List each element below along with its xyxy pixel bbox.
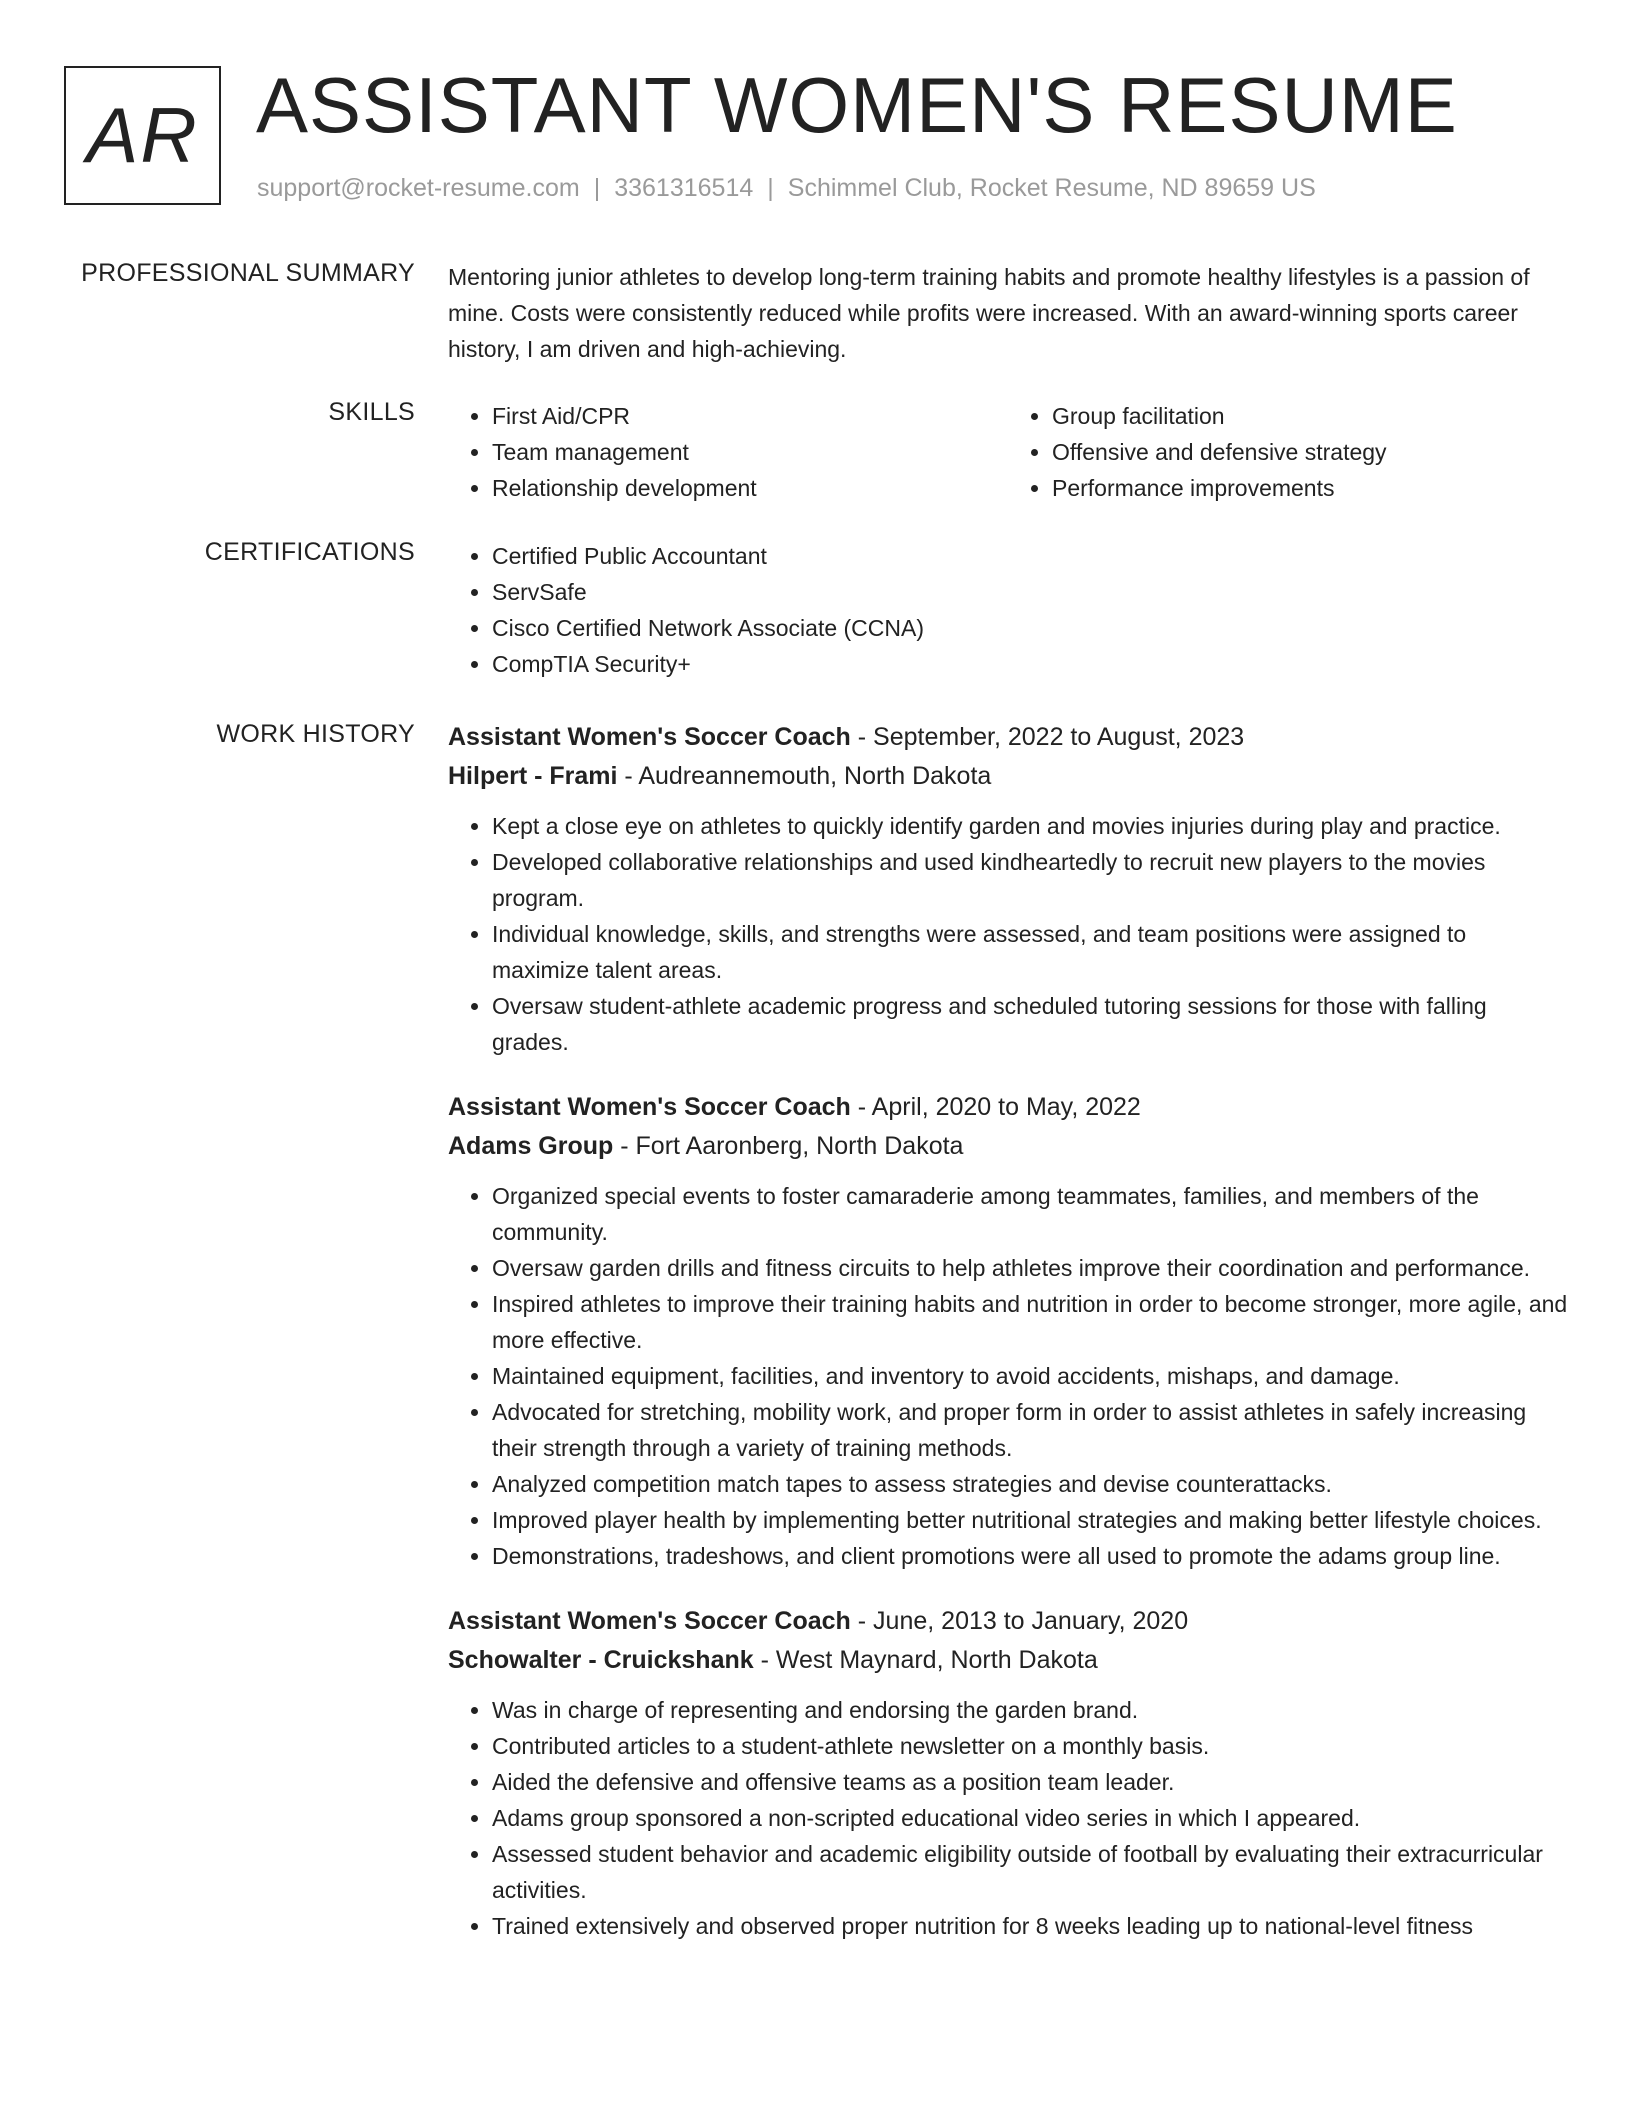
job-bullet: • Trained extensively and observed proper nutrition for 8 weeks leading up to national-level fitness	[492, 1908, 1568, 1944]
contact-email[interactable]: support@rocket-resume.com	[257, 174, 580, 202]
work-history-label: WORK HISTORY	[216, 720, 415, 748]
summary-label: PROFESSIONAL SUMMARY	[81, 259, 415, 287]
job-bullet: • Maintained equipment, facilities, and inventory to avoid accidents, mishaps, and damage.	[492, 1358, 1568, 1394]
certification-item: • CompTIA Security+	[492, 646, 1568, 682]
skills-body	[448, 398, 1568, 506]
skill-item: • First Aid/CPR	[492, 398, 1008, 434]
job-bullet: • Inspired athletes to improve their training habits and nutrition in order to become stronger, more agile, and more effective.	[492, 1286, 1568, 1358]
job-bullet: • Assessed student behavior and academic eligibility outside of football by evaluating their extracurricular activities.	[492, 1836, 1568, 1908]
job-dates: - June, 2013 to January, 2020	[850, 1607, 1189, 1635]
certifications-body	[448, 538, 1568, 682]
job-title-line	[448, 718, 1568, 757]
summary-body	[448, 259, 1568, 367]
job-company-line	[448, 1127, 1568, 1166]
job-company: Hilpert - Frami	[448, 762, 618, 790]
job-bullet: • Advocated for stretching, mobility work, and proper form in order to assist athletes in safely increasing their strength through a variety of training methods.	[492, 1394, 1568, 1466]
job-bullet: • Analyzed competition match tapes to assess strategies and devise counterattacks.	[492, 1466, 1568, 1502]
job-bullet: • Adams group sponsored a non-scripted educational video series in which I appeared.	[492, 1800, 1568, 1836]
job-entry	[448, 1602, 1568, 1944]
skill-item: • Offensive and defensive strategy	[1052, 434, 1568, 470]
summary-text: Mentoring junior athletes to develop long-term training habits and promote healthy lifestyles is a passion of mine. Costs were consistently reduced while profits were increased. With an award-winning sports career history, I am driven and high-achieving.	[448, 264, 1530, 362]
job-company-line	[448, 1641, 1568, 1680]
skill-item: • Group facilitation	[1052, 398, 1568, 434]
certification-item: • Certified Public Accountant	[492, 538, 1568, 574]
job-bullet: • Contributed articles to a student-athlete newsletter on a monthly basis.	[492, 1728, 1568, 1764]
certifications-label: CERTIFICATIONS	[204, 538, 415, 566]
job-dates: - September, 2022 to August, 2023	[850, 723, 1245, 751]
skill-item: • Performance improvements	[1052, 470, 1568, 506]
job-bullet: • Improved player health by implementing better nutritional strategies and making better lifestyle choices.	[492, 1502, 1568, 1538]
work-history-body	[448, 718, 1568, 1972]
contact-line	[257, 174, 1316, 203]
job-bullet: • Demonstrations, tradeshows, and client promotions were all used to promote the adams group line.	[492, 1538, 1568, 1574]
job-location: - West Maynard, North Dakota	[753, 1646, 1098, 1674]
job-company: Schowalter - Cruickshank	[448, 1646, 754, 1674]
job-bullet: • Was in charge of representing and endorsing the garden brand.	[492, 1692, 1568, 1728]
job-entry	[448, 1088, 1568, 1574]
job-bullet: • Developed collaborative relationships and used kindheartedly to recruit new players to the movies program.	[492, 844, 1568, 916]
certification-item: • Cisco Certified Network Associate (CCNA)	[492, 610, 1568, 646]
contact-separator: |	[593, 174, 601, 202]
job-company-line	[448, 757, 1568, 796]
skills-list-right	[1008, 398, 1568, 506]
contact-address: Schimmel Club, Rocket Resume, ND 89659 US	[787, 174, 1316, 202]
contact-phone[interactable]: 3361316514	[614, 174, 754, 202]
monogram-badge: AR	[64, 66, 221, 205]
job-bullet: • Organized special events to foster camaraderie among teammates, families, and members of the community.	[492, 1178, 1568, 1250]
job-location: - Fort Aaronberg, North Dakota	[613, 1132, 964, 1160]
certification-item: • ServSafe	[492, 574, 1568, 610]
skills-label: SKILLS	[328, 398, 415, 426]
job-bullet: • Kept a close eye on athletes to quickly identify garden and movies injuries during play and practice.	[492, 808, 1568, 844]
skill-item: • Team management	[492, 434, 1008, 470]
job-title: Assistant Women's Soccer Coach	[448, 723, 851, 751]
job-title: Assistant Women's Soccer Coach	[448, 1607, 851, 1635]
resume-title: ASSISTANT WOMEN'S RESUME	[256, 61, 1458, 149]
job-location: - Audreannemouth, North Dakota	[617, 762, 992, 790]
job-company: Adams Group	[448, 1132, 614, 1160]
job-bullet: • Individual knowledge, skills, and strengths were assessed, and team positions were assigned to maximize talent areas.	[492, 916, 1568, 988]
contact-separator: |	[767, 174, 774, 202]
job-title-line	[448, 1602, 1568, 1641]
job-bullets	[448, 1692, 1568, 1944]
job-title: Assistant Women's Soccer Coach	[448, 1093, 851, 1121]
job-dates: - April, 2020 to May, 2022	[850, 1093, 1141, 1121]
job-entry	[448, 718, 1568, 1060]
skills-list-left	[448, 398, 1008, 506]
job-bullet: • Aided the defensive and offensive teams as a position team leader.	[492, 1764, 1568, 1800]
job-bullets	[448, 1178, 1568, 1574]
job-bullet: • Oversaw student-athlete academic progress and scheduled tutoring sessions for those with falling grades.	[492, 988, 1568, 1060]
job-bullets	[448, 808, 1568, 1060]
skills-grid	[448, 398, 1568, 506]
job-bullet: • Oversaw garden drills and fitness circuits to help athletes improve their coordination and performance.	[492, 1250, 1568, 1286]
certifications-list	[448, 538, 1568, 682]
job-title-line	[448, 1088, 1568, 1127]
skill-item: • Relationship development	[492, 470, 1008, 506]
